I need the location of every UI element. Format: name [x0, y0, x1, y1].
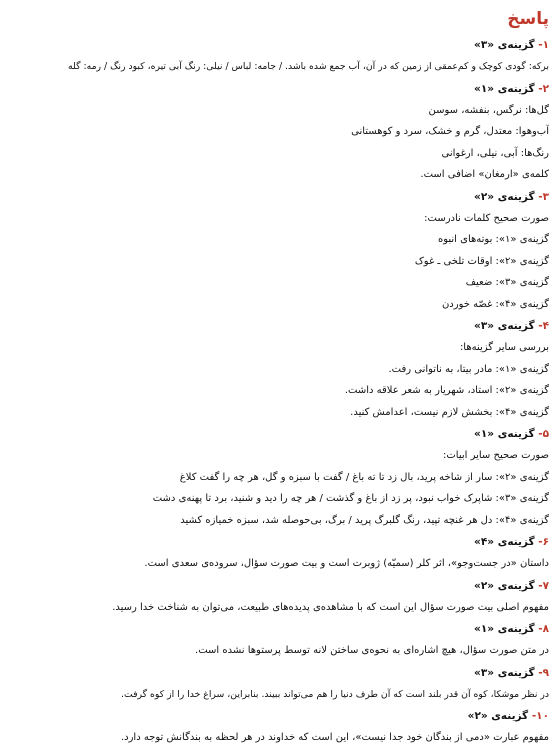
- answer-heading: [4, 186, 549, 208]
- explanation-line: مفهوم عبارت «دمی از بندگان خود جدا نیست»، این است که خداوند در هر لحظه به بندگانش توجه دارد.: [120, 732, 549, 743]
- explanation-line: بررسی سایر گزینه‌ها:: [459, 342, 549, 353]
- explanation-line: کلمه‌ی «ارمغان» اضافی است.: [420, 169, 549, 180]
- answer-heading: [4, 34, 549, 56]
- explanation-line: داستان «در جست‌وجو»، اثر کلر (سمیّه) ژوبرت است و بیت صورت سؤال، سروده‌ی سعدی است.: [144, 558, 549, 569]
- answer-option: گزینه‌ی «۳»: [474, 39, 535, 51]
- answer-option: گزینه‌ی «۴»: [474, 536, 535, 548]
- answer-number: ۹-: [538, 666, 549, 679]
- explanation-line: گزینه‌ی «۲»: سار از شاخه پرید، بال زد تا ته باغ / گفت با سبزه و گل، هر چه را گفت کلاغ: [179, 471, 549, 483]
- answer-number: ۷-: [538, 579, 549, 592]
- answer-option: گزینه‌ی «۱»: [474, 82, 535, 95]
- answer-number: ۸-: [538, 623, 549, 635]
- answer-number: ۴-: [538, 320, 549, 332]
- answer-heading: [4, 315, 549, 337]
- answer-option: گزینه‌ی «۱»: [474, 428, 535, 440]
- explanation-line: گزینه‌ی «۴»: دل هر غنچه تپید، رنگ گلبرگ پرید / برگ، بی‌حوصله شد، سبزه خمیازه کشید: [180, 514, 549, 526]
- answer-number: ۶-: [538, 536, 549, 548]
- explanation-line: برکه: گودی کوچک و کم‌عمقی از زمین که در آن، آب جمع شده باشد. / جامه: لباس / نیلی: رنگ آبی تیره، کبود رنگ / رمه: گله: [68, 61, 549, 72]
- answer-number: ۲-: [538, 82, 549, 95]
- answer-heading: [4, 705, 549, 727]
- answer-number: ۱-: [538, 39, 549, 51]
- answer-option: گزینه‌ی «۲»: [474, 579, 535, 592]
- explanation-line: مفهوم اصلی بیت صورت سؤال این است که با مشاهده‌ی پدیده‌های طبیعت، می‌توان به شناخت خدا رسید.: [112, 601, 549, 613]
- answer-option: گزینه‌ی «۳»: [474, 666, 535, 679]
- explanation-line: در نظر موشکا، کوه آن قدر بلند است که آن طرف دنیا را هم می‌تواند ببیند. بنابراین، سراغ خدا را از کوه گرفت.: [120, 688, 549, 700]
- explanation-line: گزینه‌ی «۳»: ضعیف: [465, 277, 549, 288]
- answer-option: گزینه‌ی «۲»: [467, 710, 529, 722]
- explanation-line: گل‌ها: نرگس، بنفشه، سوسن: [428, 104, 549, 116]
- explanation-line: صورت صحیح سایر ابیات:: [443, 450, 549, 461]
- answer-heading: [4, 662, 549, 684]
- answer-number: ۵-: [538, 428, 549, 440]
- answer-number: ۳-: [538, 190, 549, 203]
- answer-heading: [4, 575, 549, 597]
- explanation-line: صورت صحیح کلمات نادرست:: [424, 212, 549, 224]
- answers-list: [4, 34, 549, 749]
- explanation-line: آب‌وهوا: معتدل، گرم و خشک، سرد و کوهستانی: [351, 126, 549, 137]
- explanation-line: گزینه‌ی «۳»: شاپرک خواب نبود، پر زد از باغ و گذشت / هر چه را دید و شنید، برد تا پهنه‌ی دشت: [152, 493, 549, 504]
- explanation-line: گزینه‌ی «۴»: غصّه خوردن: [441, 298, 549, 310]
- page-title: پاسخ: [507, 9, 549, 29]
- answer-option: گزینه‌ی «۱»: [474, 623, 535, 635]
- explanation-line: گزینه‌ی «۴»: بخشش لازم نیست، اعدامش کنید.: [350, 406, 549, 418]
- explanation-line: گزینه‌ی «۱»: مادر بیتا، به ناتوانی رفت.: [388, 363, 549, 375]
- explanation-line: رنگ‌ها: آبی، نیلی، ارغوانی: [441, 147, 549, 159]
- answer-number: ۱۰-: [531, 710, 549, 722]
- answer-option: گزینه‌ی «۳»: [474, 320, 535, 332]
- answer-heading: [4, 531, 549, 553]
- explanation-line: گزینه‌ی «۱»: بوته‌های انبوه: [437, 234, 549, 245]
- answer-heading: [4, 423, 549, 445]
- answer-heading: [4, 78, 549, 100]
- answer-option: گزینه‌ی «۲»: [474, 190, 535, 203]
- explanation-line: در متن صورت سؤال، هیچ اشاره‌ای به نحوه‌ی ساختن لانه توسط پرستوها نشده است.: [195, 645, 549, 656]
- answer-heading: [4, 618, 549, 640]
- explanation-line: گزینه‌ی «۲»: استاد، شهریار به شعر علاقه داشت.: [344, 385, 549, 396]
- explanation-line: گزینه‌ی «۲»: اوقات تلخی ـ غوک: [414, 255, 549, 267]
